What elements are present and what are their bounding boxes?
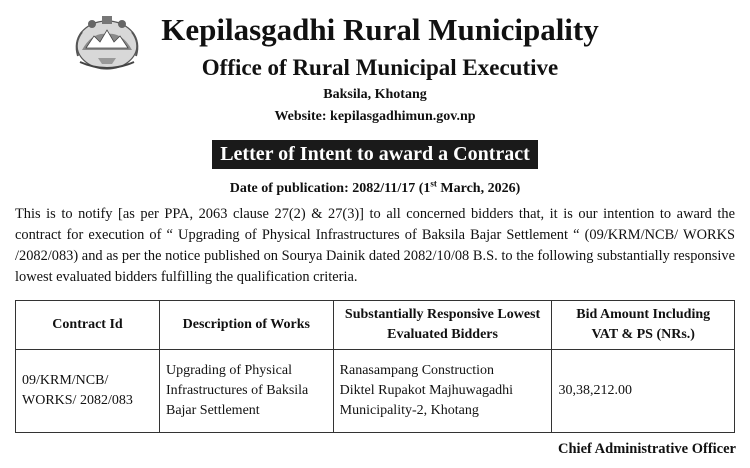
cell-contract-id: 09/KRM/NCB/ WORKS/ 2082/083 bbox=[16, 350, 160, 433]
cell-description: Upgrading of Physical Infrastructures of Baksila Bajar Settlement bbox=[159, 350, 333, 433]
header-contract-id: Contract Id bbox=[16, 301, 160, 350]
government-emblem-icon bbox=[72, 12, 142, 74]
address: Baksila, Khotang bbox=[323, 87, 427, 102]
notice-heading: Letter of Intent to award a Contract bbox=[212, 140, 538, 169]
notice-body: This is to notify [as per PPA, 2063 clause 27(2) & 27(3)] to all concerned bidders that, it is our intention to award the contract for execution of “ Upgrading of Physical Infrastructures of Baksila Bajar Settlement “ (09/KRM/NCB/ WORKS /2082/083) and as per the notice published on Sourya Dainik dated 2082/10/08 B.S. to the following substantially responsive lowest evaluated bidders fulfilling the qualification criteria. bbox=[15, 206, 735, 285]
website: Website: kepilasgadhimun.gov.np bbox=[274, 109, 476, 124]
notice-heading-wrap bbox=[0, 140, 750, 169]
cell-bid-amount: 30,38,212.00 bbox=[552, 350, 735, 433]
bidders-table bbox=[15, 300, 735, 433]
header-bidders: Substantially Responsive Lowest Evaluated Bidders bbox=[333, 301, 552, 350]
header-description: Description of Works bbox=[159, 301, 333, 350]
signature: Chief Administrative Officer bbox=[558, 441, 736, 457]
cell-bidder: Ranasampang Construction Diktel Rupakot Majhuwagadhi Municipality-2, Khotang bbox=[333, 350, 552, 433]
header-bid-amount: Bid Amount Including VAT & PS (NRs.) bbox=[552, 301, 735, 350]
table-header-row bbox=[16, 301, 735, 350]
municipality-title: Kepilasgadhi Rural Municipality bbox=[161, 12, 599, 47]
table-row bbox=[16, 350, 735, 433]
office-subtitle: Office of Rural Municipal Executive bbox=[201, 55, 559, 80]
publication-date: Date of publication: 2082/11/17 (1st March, 2026) bbox=[229, 178, 521, 196]
